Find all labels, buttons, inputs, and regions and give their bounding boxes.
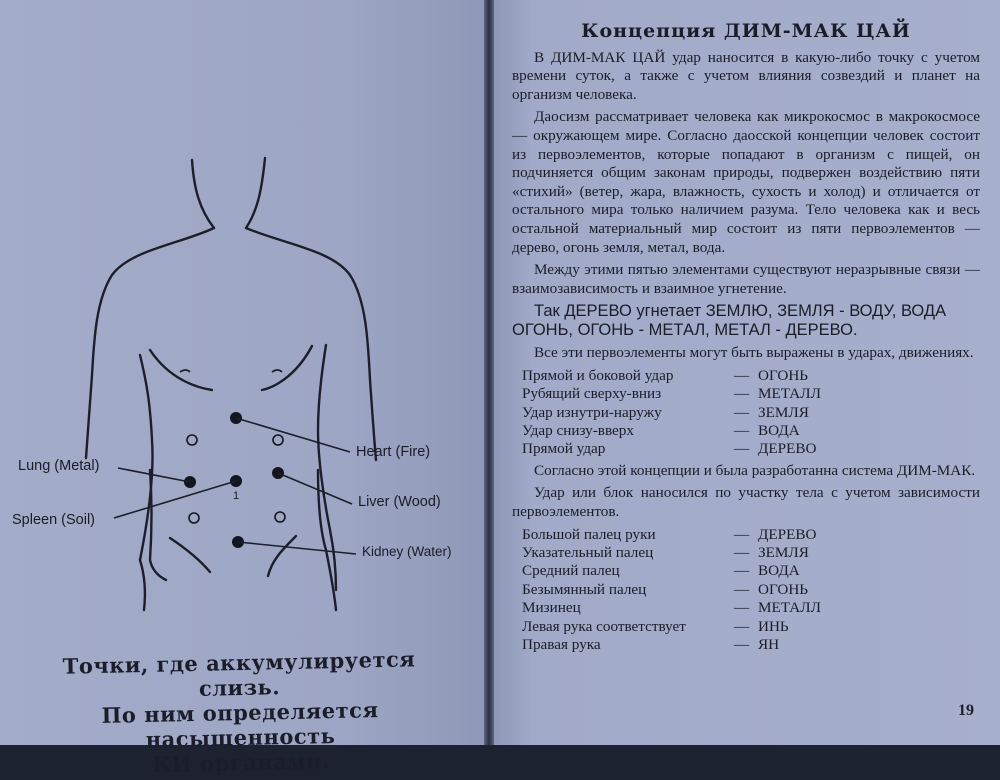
caption-line: Точки, где аккумулируется слизь. [62, 646, 416, 701]
finger-element: ВОДА [758, 562, 800, 580]
finger-name: Большой палец руки [522, 525, 656, 543]
lung-leader [118, 468, 190, 482]
strike-name: Удар снизу-вверх [522, 422, 634, 440]
finger-row [512, 544, 980, 562]
kidney-leader [238, 542, 356, 554]
paragraph: Между этими пятью элементами существуют неразрывные связи — взаимозависимость и взаимное угнетение. [512, 261, 980, 297]
hollow-point-upper-left [187, 435, 197, 445]
navel-mark: 1 [233, 490, 240, 502]
paragraph: Удар или блок наносился по участку тела с учетом зависимости первоэлементов. [512, 484, 980, 521]
strike-element: ОГОНЬ [758, 366, 809, 384]
heart-leader [236, 418, 350, 452]
heart-label: Heart (Fire) [356, 444, 431, 460]
dash: — [734, 440, 750, 458]
strike-name: Прямой удар [522, 440, 606, 458]
right-nipple [272, 370, 282, 372]
finger-name: Указательный палец [522, 544, 654, 562]
fingers-list [512, 526, 980, 655]
finger-row [512, 581, 980, 599]
hollow-point-lower-left [189, 513, 199, 523]
finger-element: ДЕРЕВО [758, 525, 817, 543]
strike-name: Удар изнутри-наружу [522, 403, 662, 421]
paragraph: В ДИМ-МАК ЦАЙ удар наносится в какую-либо точку с учетом времени суток, а также с учетом влияния созвездий и планет на организм человека. [512, 48, 980, 103]
strikes-list [512, 367, 980, 459]
liver-label: Liver (Wood) [358, 494, 441, 510]
dash: — [734, 562, 750, 580]
lung-label: Lung (Metal) [18, 458, 100, 474]
dash: — [734, 544, 750, 562]
finger-name: Безымянный палец [522, 580, 647, 598]
finger-element: МЕТАЛЛ [758, 599, 821, 617]
hollow-point-lower-right [275, 512, 285, 522]
finger-row [512, 599, 980, 617]
lower-abdomen-right [268, 536, 296, 576]
dash: — [734, 580, 750, 598]
caption-line: КИ органами. [152, 748, 331, 777]
right-page-text [512, 22, 980, 657]
dash: — [734, 366, 750, 384]
page-title: Концепция ДИМ-МАК ЦАЙ [581, 20, 911, 42]
finger-element: ОГОНЬ [758, 580, 809, 598]
spleen-label: Spleen (Soil) [12, 512, 96, 528]
finger-element: ЗЕМЛЯ [758, 544, 809, 562]
finger-element: ИНЬ [758, 617, 789, 635]
left-flank [150, 470, 166, 580]
finger-row [512, 618, 980, 636]
paragraph: Согласно этой концепции и была разработанна система ДИМ-МАК. [534, 461, 976, 479]
liver-leader [278, 473, 352, 504]
left-nipple [180, 370, 190, 372]
strike-name: Рубящий сверху-вниз [522, 385, 662, 403]
finger-row [512, 526, 980, 544]
chest-left [150, 350, 212, 390]
strike-row [512, 367, 980, 385]
hollow-point-upper-right [273, 435, 283, 445]
right-shoulder-arm [246, 228, 376, 460]
dash: — [734, 385, 750, 403]
elements-suppression-paragraph: Так ДЕРЕВО угнетает ЗЕМЛЮ, ЗЕМЛЯ - ВОДУ, ВОДА ОГОНЬ, ОГОНЬ - МЕТАЛ, МЕТАЛ - ДЕРЕВО. [512, 302, 947, 340]
hip-line [140, 560, 145, 610]
dash: — [734, 525, 750, 543]
neck-right [246, 158, 265, 228]
diagram-caption [19, 645, 462, 779]
finger-row [512, 636, 980, 654]
strike-row [512, 422, 980, 440]
dash: — [734, 617, 750, 635]
spleen-leader [114, 481, 236, 518]
finger-name: Средний палец [522, 562, 620, 580]
finger-name: Правая рука [522, 635, 601, 653]
finger-name: Мизинец [522, 599, 581, 617]
kidney-label: Kidney (Water) [362, 544, 452, 559]
strike-element: ДЕРЕВО [758, 440, 817, 458]
paragraph: Все эти первоэлементы могут быть выражены в ударах, движениях. [534, 344, 974, 362]
page-number: 19 [958, 702, 974, 719]
strike-element: ВОДА [758, 422, 800, 440]
strike-row [512, 440, 980, 458]
dash: — [734, 422, 750, 440]
caption-line: По ним определяется насыщенность [101, 697, 379, 752]
neck-left [192, 160, 214, 228]
finger-element: ЯН [758, 635, 780, 653]
dash: — [734, 599, 750, 617]
strike-element: ЗЕМЛЯ [758, 403, 809, 421]
strike-element: МЕТАЛЛ [758, 385, 821, 403]
chest-right [262, 346, 312, 390]
dash: — [734, 635, 750, 653]
finger-row [512, 562, 980, 580]
strike-row [512, 385, 980, 403]
strike-name: Прямой и боковой удар [522, 366, 674, 384]
paragraph: Даосизм рассматривает человека как микрокосмос в макрокосмосе — окружающем мире. Согласно даосской концепции человек состоит из первоэлементов, которые попадают в организм с пищей, он подчиняется общим законам природы, подвержен воздействию пяти «стихий» (ветер, жара, влажность, сухость и холод) и отличается от остального мира только наличием разума. Тело человека как и весь остальной материальный мир состоит из пяти первоэлементов — дерево, огонь земля, метал, вода. [512, 108, 980, 256]
dash: — [734, 403, 750, 421]
finger-name: Левая рука соответствует [522, 617, 686, 635]
torso-diagram [0, 140, 486, 620]
strike-row [512, 404, 980, 422]
lower-abdomen-left [170, 538, 210, 572]
